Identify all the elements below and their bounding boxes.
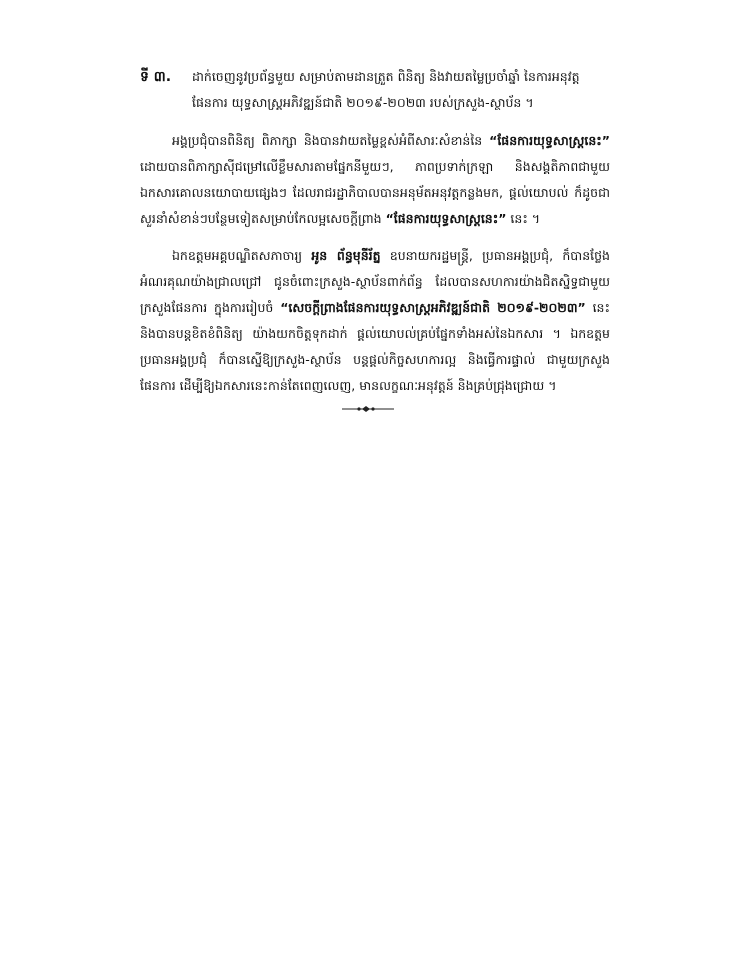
- paragraph-review-text-3: នេះ ។: [506, 211, 541, 226]
- numbered-item: [140, 64, 610, 116]
- paragraph-thanks: [140, 243, 610, 399]
- paragraph-thanks-text-1: ឯកឧត្តមអគ្គបណ្ឌិតសភាចារ្យ: [172, 248, 312, 263]
- paragraph-review: [140, 128, 610, 232]
- paragraph-thanks-text-2: ឧបនាយករដ្ឋមន្ត្រី, ប្រធានអង្គប្រជុំ, ក៏បានថ្លែងអំណរគុណយ៉ាងជ្រាលជ្រៅ ជូនចំពោះក្រសួង-ស្ថាប័នពាក់ព័ន្ធ ដែលបានសហការយ៉ាងជិតស្និទ្ធជាមួយក្រសួងផែនការ ក្នុងការរៀបចំ: [140, 248, 610, 315]
- paragraph-review-text-1: អង្គប្រជុំបានពិនិត្យ ពិភាក្សា និងបានវាយតម្លៃខ្ពស់អំពីសារៈសំខាន់នៃ: [172, 133, 490, 148]
- paragraph-thanks-bold-1: អូន ព័ន្ធមុនីរ័ត្ន: [311, 248, 381, 263]
- paragraph-thanks-bold-2: “សេចក្ដីព្រាងផែនការយុទ្ធសាស្ត្រអភិវឌ្ឍន៍ជាតិ ២០១៩-២០២៣”: [280, 300, 586, 315]
- paragraph-thanks-text-3: នេះ និងបានបន្តខិតខំពិនិត្យ យ៉ាងយកចិត្តទុកដាក់ ផ្ដល់យោបល់គ្រប់ផ្នែកទាំងអស់នៃឯកសារ ។ ឯកឧត្តមប្រធានអង្គប្រជុំ ក៏បានស្នើឱ្យក្រសួង-ស្ថាប័ន បន្តផ្ដល់កិច្ចសហការល្អ និងធ្វើការផ្ទាល់ ជាមួយក្រសួងផែនការ ដើម្បីឱ្យឯកសារនេះកាន់តែពេញលេញ, មានលក្ខណៈអនុវត្តន៍ និងគ្រប់ជ្រុងជ្រោយ ។: [140, 300, 610, 393]
- item-number: ទី ៣.: [140, 69, 172, 85]
- item-text: ដាក់ចេញនូវប្រព័ន្ធមួយ សម្រាប់តាមដានត្រួត ពិនិត្យ និងវាយតម្លៃប្រចាំឆ្នាំ នៃការអនុវត្តផែនការ យុទ្ធសាស្ត្រអភិវឌ្ឍន៍ជាតិ ២០១៩-២០២៣ របស់ក្រសួង-ស្ថាប័ន ។: [192, 69, 580, 110]
- paragraph-review-bold-1: “ផែនការយុទ្ធសាស្ត្រនេះ”: [489, 133, 610, 148]
- paragraph-review-bold-2: “ផែនការយុទ្ធសាស្ត្រនេះ”: [385, 211, 507, 226]
- ornament-divider-icon: [342, 404, 394, 414]
- paragraph-review-text-2: ដោយបានពិភាក្សាស៊ីជម្រៅលើខ្លឹមសារតាមផ្នែកនីមួយៗ, ភាពប្រទាក់ក្រឡា និងសង្គតិភាពជាមួយឯកសារគោលនយោបាយផ្សេងៗ ដែលរាជរដ្ឋាភិបាលបានអនុម័តអនុវត្តកន្លងមក, ផ្ដល់យោបល់ ក៏ដូចជាសួរនាំសំខាន់ៗបន្ថែមទៀតសម្រាប់កែលម្អសេចក្ដីព្រាង: [140, 159, 610, 226]
